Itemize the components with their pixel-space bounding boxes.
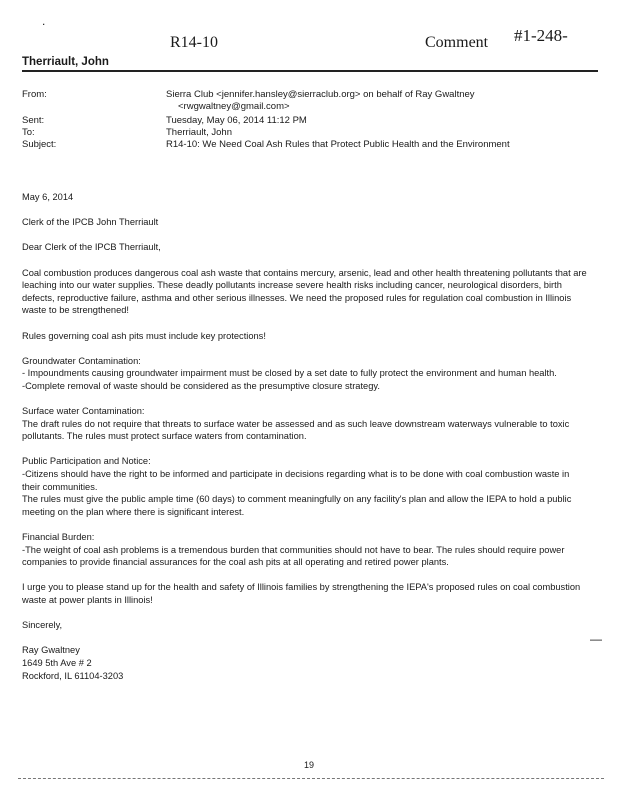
section-heading: Groundwater Contamination: [22,355,141,366]
closing-request: I urge you to please stand up for the health and safety of Illinois families by strengthening the IEPA's proposed rules on coal combustion waste at power plants in Illinois! [22,582,581,605]
intro-paragraph: Coal combustion produces dangerous coal ash waste that contains mercury, arsenic, lead and other health threatening pollutants that are leaching into our water supplies. These deadly pollutants increase severe health risks including cancer, neurological disorders, birth defects, reproductive failure, asthma and other serious illnesses. We need the proposed rules for regulation coal combustion in Illinois waste to be strengthened! [22,267,587,316]
section-line: -Complete removal of waste should be considered as the presumptive closure strategy. [22,380,380,391]
from-value: Sierra Club <jennifer.hansley@sierraclub.org> on behalf of Ray Gwaltney <rwgwaltney@gmail.com> [166,89,475,112]
rules-intro: Rules governing coal ash pits must include key protections! [22,330,266,341]
signoff: Sincerely, [22,620,63,631]
section-heading: Financial Burden: [22,532,95,543]
subject-value: R14-10: We Need Coal Ash Rules that Protect Public Health and the Environment [166,139,510,150]
header-rule [22,70,598,72]
scan-mark: . [42,14,46,28]
signature-name: Ray Gwaltney [22,645,80,656]
letter-date: May 6, 2014 [22,192,74,202]
subject-label: Subject: [22,139,57,150]
section-heading: Surface water Contamination: [22,406,145,417]
page-number: 19 [303,760,314,770]
recipient-name: Therriault, John [22,56,109,68]
letter-body [22,191,588,682]
comment-label: Comment [425,34,489,51]
sent-label: Sent: [22,115,45,126]
to-label: To: [22,127,35,138]
section-line: The rules must give the public ample time (60 days) to comment meaningfully on any facility's plan and allow the IEPA to hold a public meeting on the plan where there is significant interest. [22,494,572,517]
letter-salutation: Dear Clerk of the IPCB Therriault, [22,242,161,253]
sent-value: Tuesday, May 06, 2014 11:12 PM [166,115,307,126]
address-line: 1649 5th Ave # 2 [22,657,92,668]
section-line: The draft rules do not require that threats to surface water be assessed and as such leave downstream waterways vulnerable to toxic pollutants. The rules must protect surface waters from contamination. [22,418,570,442]
letter-addressee: Clerk of the IPCB John Therriault [22,217,159,228]
section-heading: Public Participation and Notice: [22,456,151,467]
scan-edge [18,778,604,780]
to-value: Therriault, John [166,127,233,138]
margin-dash: — [590,632,602,646]
comment-number: #1-248- [514,26,568,45]
address-line: Rockford, IL 61104-3203 [22,670,124,681]
section-line: -Citizens should have the right to be informed and participate in decisions regarding what is to be done with coal combustion waste in their communities. [22,469,570,492]
from-label: From: [22,89,47,100]
section-line: -The weight of coal ash problems is a tremendous burden that communities should not have to bear. The rules should require power companies to provide financial assurances for the coal ash pits at all operating and retired power plants. [22,544,565,568]
section-line: - Impoundments causing groundwater impairment must be closed by a set date to fully protect the environment and human health. [22,368,557,379]
docket-number: R14-10 [170,34,218,51]
